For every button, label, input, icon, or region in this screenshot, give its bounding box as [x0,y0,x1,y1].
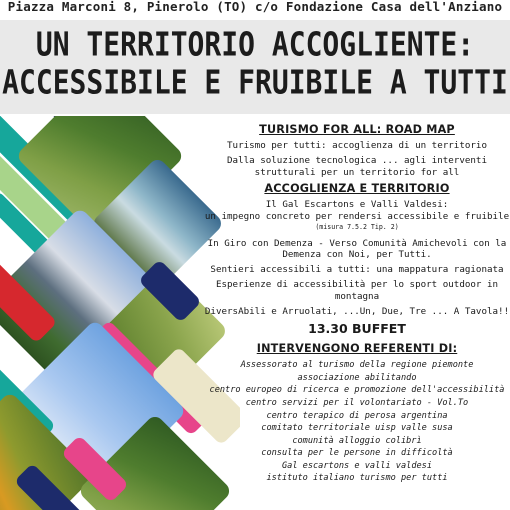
speaker-item: comitato territoriale uisp valle susa [261,423,453,434]
speaker-item: centro terapico di perosa argentina [266,410,448,421]
title-line-1: UN TERRITORIO ACCOGLIENTE: [35,24,475,64]
section-heading-accoglienza: ACCOGLIENZA E TERRITORIO [264,182,450,196]
program-item [204,199,510,234]
program-item: DiversAbili e Arruolati, ...Un, Due, Tre ... A Tavola!! [204,306,510,318]
section-heading-road-map: TURISMO FOR ALL: ROAD MAP [259,123,455,136]
venue-line: Piazza Marconi 8, Pinerolo (TO) c/o Fondazione Casa dell'Anziano [7,0,503,14]
program-item: Turismo per tutti: accoglienza di un territorio [227,140,487,151]
speaker-item: consulta per le persone in difficoltà [261,448,453,459]
speaker-item: comunità alloggio colibrì [292,435,422,446]
program-column [204,119,510,485]
speaker-item: Gal escartons e valli valdesi [281,460,433,471]
title-line-2: ACCESSIBILE E FRUIBILE A TUTTI [2,62,508,102]
program-item-note: (misura 7.5.2 Tip. 2) [315,223,399,232]
program-item: Esperienze di accessibilità per lo sport outdoor in montagna [215,279,499,302]
speaker-item: Assessorato al turismo della regione piemonte [240,360,474,371]
program-item-line: Il Gal Escartons e Valli Valdesi: [265,199,449,211]
section-heading-referenti: INTERVENGONO REFERENTI DI: [256,342,458,356]
speaker-item: istituto italiano turismo per tutti [266,473,448,484]
program-item: Sentieri accessibili a tutti: una mappatura ragionata [210,264,504,276]
program-item: In Giro con Demenza - Verso Comunità Amichevoli con la Demenza con Noi, per Tutti. [207,237,507,261]
speaker-item: centro europeo di ricerca e promozione dell'accessibilità [209,385,505,396]
buffet-label: 13.30 BUFFET [308,321,406,337]
speaker-item: associazione abilitando [297,372,417,383]
speaker-item: centro servizi per il volontariato - Vol.To [245,397,469,408]
program-item: Dalla soluzione tecnologica ... agli interventi strutturali per un territorio for all [227,155,487,178]
program-item-line: un impegno concreto per rendersi accessibile e fruibile [204,210,510,222]
